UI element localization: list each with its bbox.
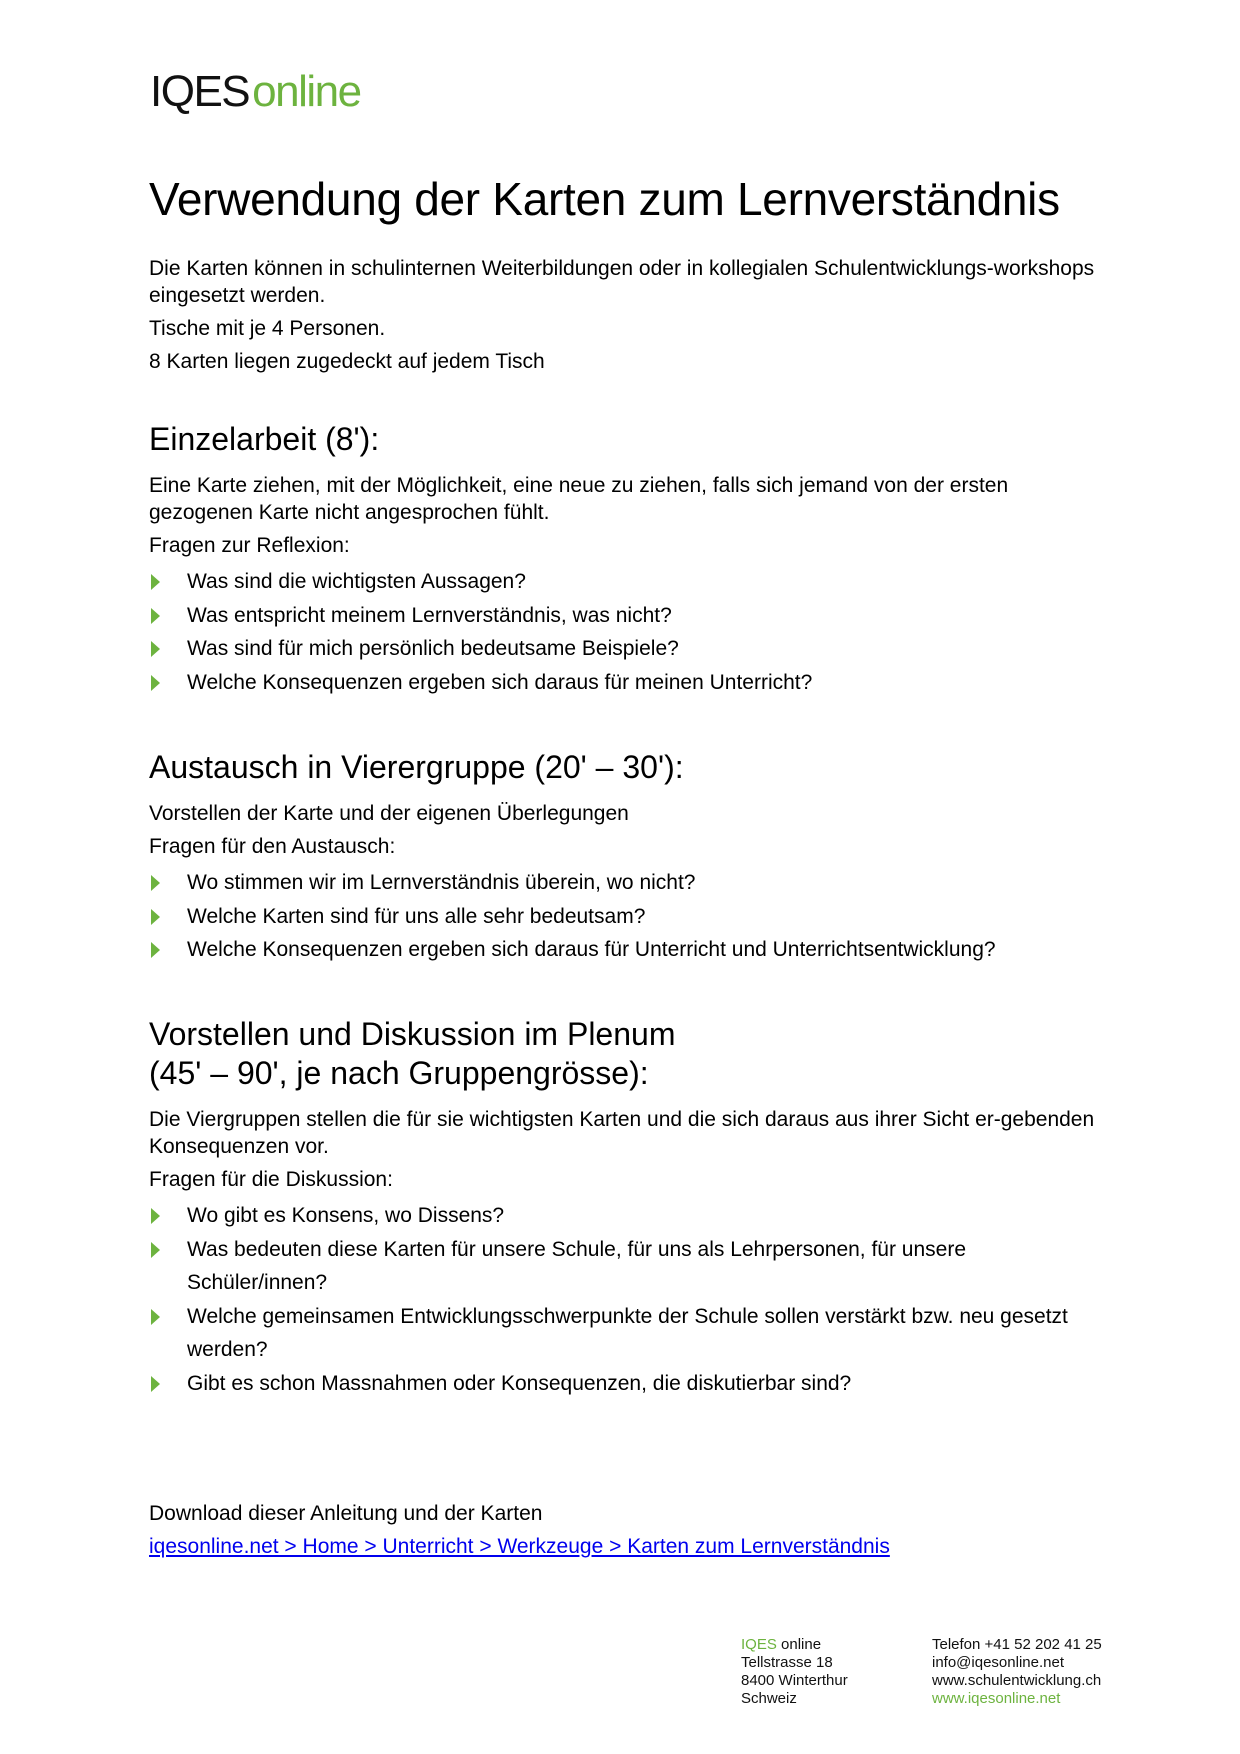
section-paragraph: Fragen für den Austausch: xyxy=(149,835,396,858)
footer-contact xyxy=(932,1636,1102,1708)
footer-brand-online: online xyxy=(776,1636,822,1653)
list-item: Was bedeuten diese Karten für unsere Schule, für uns als Lehrpersonen, für unsere Schüler/innen? xyxy=(149,1233,1077,1300)
section-plenum xyxy=(149,1015,1099,1400)
footer-street: Tellstrasse 18 xyxy=(741,1654,833,1671)
green-triangle-bullet-icon xyxy=(151,875,160,891)
download-section xyxy=(149,1500,1099,1560)
section-einzelarbeit xyxy=(149,420,1099,699)
footer-brand-iqes: IQES xyxy=(741,1636,777,1653)
footer-email[interactable]: info@iqesonline.net xyxy=(932,1654,1064,1671)
footer-web-schulentwicklung[interactable]: www.schulentwicklung.ch xyxy=(932,1672,1102,1689)
intro xyxy=(149,255,1099,375)
green-triangle-bullet-icon xyxy=(151,942,160,958)
footer-address xyxy=(741,1636,848,1708)
bullet-list xyxy=(149,1199,1099,1400)
list-item: Was entspricht meinem Lernverständnis, was nicht? xyxy=(149,599,1099,633)
list-item: Wo stimmen wir im Lernverständnis überein, wo nicht? xyxy=(149,866,1099,900)
bullet-list xyxy=(149,565,1099,699)
list-item: Welche Konsequenzen ergeben sich daraus für meinen Unterricht? xyxy=(149,666,1099,700)
section-paragraph: Fragen für die Diskussion: xyxy=(149,1168,393,1191)
green-triangle-bullet-icon xyxy=(151,1376,160,1392)
list-item: Welche Konsequenzen ergeben sich daraus für Unterricht und Unterrichtsentwicklung? xyxy=(149,933,1099,967)
iqes-online-logo xyxy=(150,67,361,116)
section-austausch xyxy=(149,748,1099,967)
green-triangle-bullet-icon xyxy=(151,608,160,624)
green-triangle-bullet-icon xyxy=(151,1309,160,1325)
download-label: Download dieser Anleitung und der Karten xyxy=(149,1502,543,1525)
intro-paragraph: Tische mit je 4 Personen. xyxy=(149,317,386,340)
footer-city: 8400 Winterthur xyxy=(741,1672,848,1689)
bullet-list xyxy=(149,866,1099,967)
green-triangle-bullet-icon xyxy=(151,1242,160,1258)
logo-online: online xyxy=(252,67,361,116)
download-link[interactable]: iqesonline.net > Home > Unterricht > Werkzeuge > Karten zum Lernverständnis xyxy=(149,1535,890,1558)
logo-iqes: IQES xyxy=(150,67,250,116)
green-triangle-bullet-icon xyxy=(151,641,160,657)
section-paragraph: Die Viergruppen stellen die für sie wichtigsten Karten und die sich daraus aus ihrer Sicht er-gebenden Konsequenzen vor. xyxy=(149,1108,1095,1158)
intro-paragraph: 8 Karten liegen zugedeckt auf jedem Tisch xyxy=(149,350,545,373)
list-item: Wo gibt es Konsens, wo Dissens? xyxy=(149,1199,1099,1233)
green-triangle-bullet-icon xyxy=(151,1208,160,1224)
page-title: Verwendung der Karten zum Lernverständnis xyxy=(149,173,1060,225)
list-item: Was sind für mich persönlich bedeutsame Beispiele? xyxy=(149,632,1099,666)
footer-phone: Telefon +41 52 202 41 25 xyxy=(932,1636,1102,1653)
section-paragraph: Eine Karte ziehen, mit der Möglichkeit, eine neue zu ziehen, falls sich jemand von der ersten gezogenen Karte nicht angesprochen fühlt. xyxy=(149,474,1009,524)
green-triangle-bullet-icon xyxy=(151,574,160,590)
section-paragraph: Vorstellen der Karte und der eigenen Überlegungen xyxy=(149,802,629,825)
list-item: Gibt es schon Massnahmen oder Konsequenzen, die diskutierbar sind? xyxy=(149,1367,1099,1401)
footer-country: Schweiz xyxy=(741,1690,797,1707)
intro-paragraph: Die Karten können in schulinternen Weiterbildungen oder in kollegialen Schulentwicklungs-workshops eingesetzt werden. xyxy=(149,257,1095,307)
green-triangle-bullet-icon xyxy=(151,675,160,691)
green-triangle-bullet-icon xyxy=(151,909,160,925)
section-heading: Vorstellen und Diskussion im Plenum (45' – 90', je nach Gruppengrösse): xyxy=(149,1016,676,1091)
list-item: Welche gemeinsamen Entwicklungsschwerpunkte der Schule sollen verstärkt bzw. neu gesetzt werden? xyxy=(149,1300,1107,1367)
footer-web-iqesonline[interactable]: www.iqesonline.net xyxy=(932,1690,1061,1707)
section-heading: Einzelarbeit (8'): xyxy=(149,421,380,457)
list-item: Was sind die wichtigsten Aussagen? xyxy=(149,565,1099,599)
section-heading: Austausch in Vierergruppe (20' – 30'): xyxy=(149,749,684,785)
list-item: Welche Karten sind für uns alle sehr bedeutsam? xyxy=(149,900,1099,934)
section-paragraph: Fragen zur Reflexion: xyxy=(149,534,350,557)
